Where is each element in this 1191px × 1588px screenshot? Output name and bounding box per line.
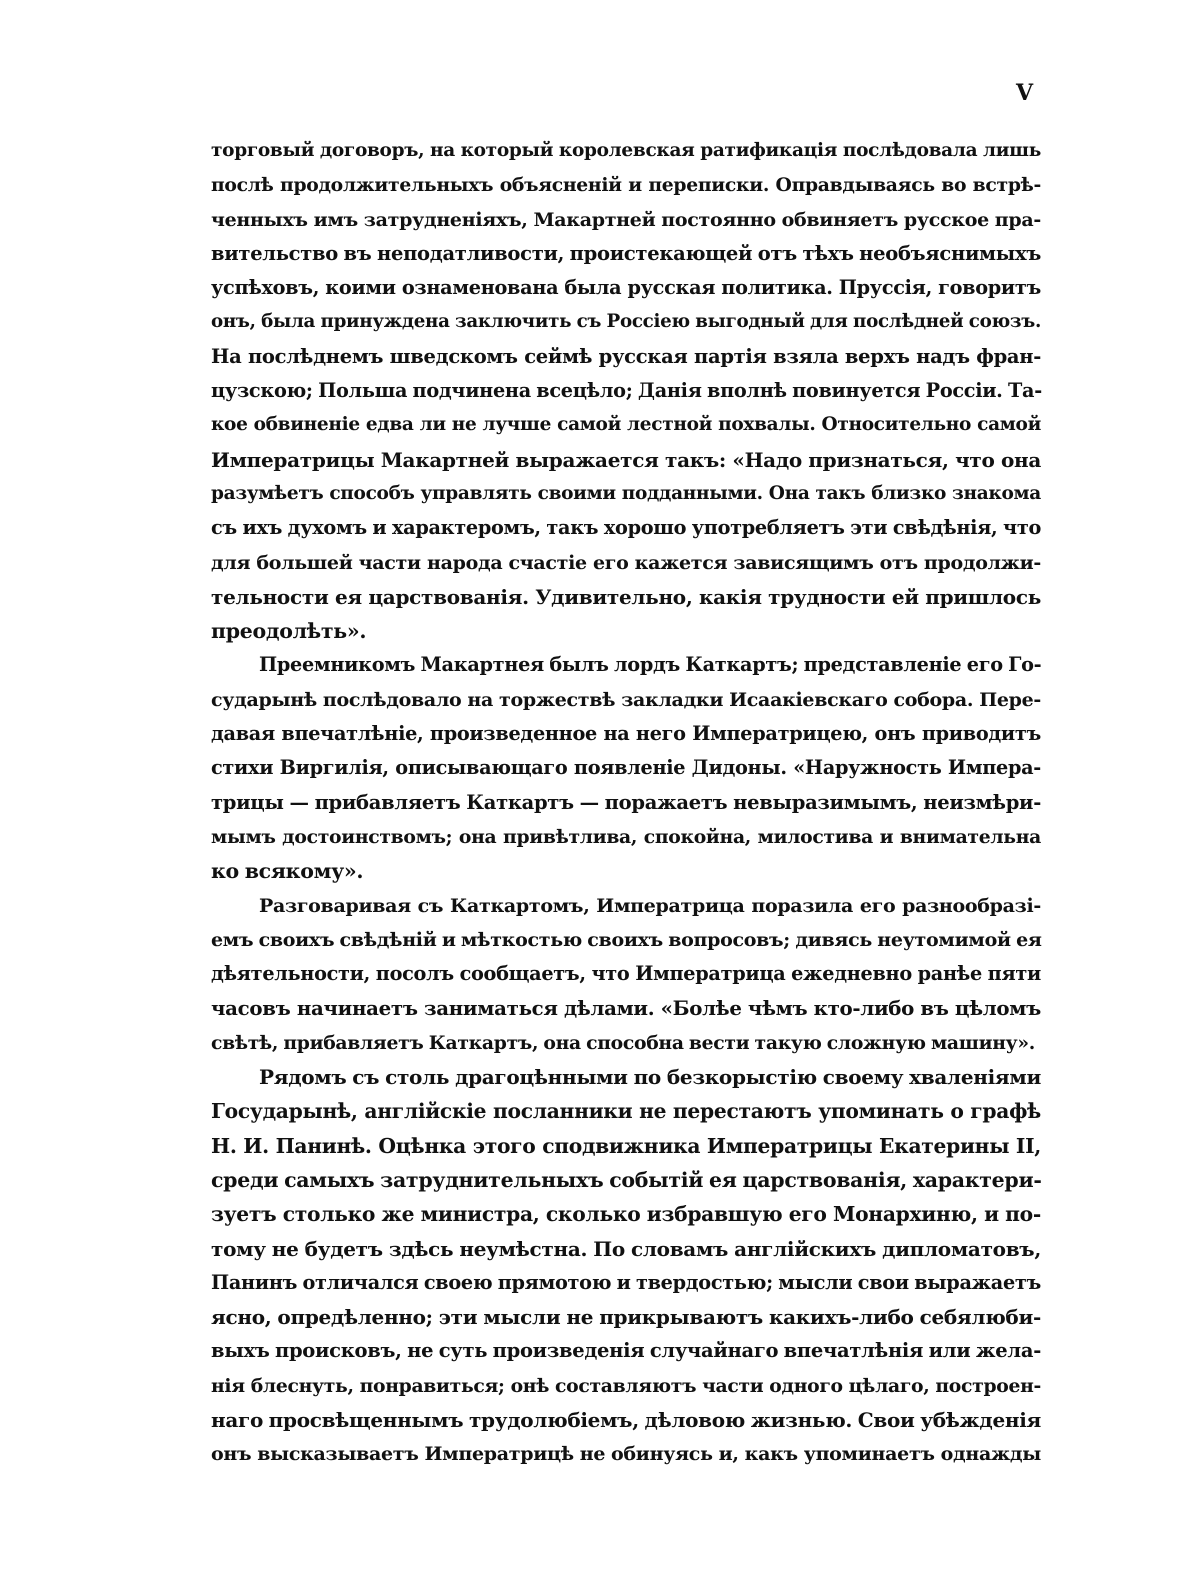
text-line: Рядомъ съ столь драгоцѣнными по безкорыстію своему хваленіями — [259, 1065, 1041, 1090]
text-line: сударынѣ послѣдовало на торжествѣ закладки Исаакіевскаго собора. Пере- — [211, 688, 1041, 711]
text-line: тому не будетъ здѣсь неумѣстна. По словамъ англійскихъ дипломатовъ, — [211, 1236, 1041, 1261]
body-text — [211, 134, 1041, 1472]
text-line: стихи Виргилія, описывающаго появленіе Дидоны. «Наружность Импера- — [211, 756, 1041, 780]
text-line: разумѣетъ способъ управлять своими подданными. Она такъ близко знакома — [211, 482, 1041, 504]
text-line: трицы — прибавляетъ Каткартъ — поражаетъ невыразимымъ, неизмѣри- — [211, 790, 1041, 814]
text-line: тельности ея царствованія. Удивительно, какія трудности ей пришлось — [211, 584, 1041, 609]
text-line: зуетъ столько же министра, сколько избравшую его Монархиню, и по- — [211, 1202, 1041, 1227]
text-line: ясно, опредѣленно; эти мысли не прикрываютъ какихъ-либо себялюби- — [211, 1305, 1041, 1330]
text-line: среди самыхъ затруднительныхъ событій ея царствованія, характери- — [211, 1167, 1042, 1192]
text-line: выхъ происковъ, не суть произведенія случайнаго впечатлѣнія или жела- — [211, 1339, 1041, 1363]
text-line: ко всякому». — [211, 859, 364, 884]
text-line: вительство въ неподатливости, проистекающей отъ тѣхъ необъяснимыхъ — [211, 241, 1041, 265]
text-line: Н. И. Панинѣ. Оцѣнка этого сподвижника Императрицы Екатерины II, — [211, 1133, 1041, 1158]
text-line: дѣятельности, посолъ сообщаетъ, что Императрица ежедневно ранѣе пяти — [211, 962, 1041, 986]
text-line: давая впечатлѣніе, произведенное на него Императрицею, онъ приводитъ — [211, 722, 1041, 746]
text-line: ченныхъ имъ затрудненіяхъ, Макартней постоянно обвиняетъ русское пра- — [211, 208, 1041, 231]
text-line: Императрицы Макартней выражается такъ: «Надо признаться, что она — [211, 447, 1041, 472]
text-line: Государынѣ, англійскіе посланники не перестаютъ упоминать о графѣ — [211, 1099, 1041, 1124]
text-line: для большей части народа счастіе его кажется зависящимъ отъ продолжи- — [211, 551, 1041, 574]
text-line: свѣтѣ, прибавляетъ Каткартъ, она способна вести такую сложную машину». — [211, 1031, 1036, 1054]
text-line: Разговаривая съ Каткартомъ, Императрица поразила его разнообразі- — [259, 894, 1041, 917]
text-line: торговый договоръ, на который королевская ратификація послѣдовала лишь — [211, 140, 1041, 161]
text-line: цузскою; Польша подчинена всецѣло; Данія вполнѣ повинуется Россіи. Та- — [211, 379, 1042, 403]
text-line: преодолѣть». — [211, 619, 367, 644]
page-number: V — [1016, 80, 1034, 106]
text-line: наго просвѣщеннымъ трудолюбіемъ, дѣловою жизнью. Свои убѣжденія — [211, 1407, 1041, 1432]
text-line: съ ихъ духомъ и характеромъ, такъ хорошо употребляетъ эти свѣдѣнія, что — [211, 516, 1041, 540]
text-line: мымъ достоинствомъ; она привѣтлива, спокойна, милостива и внимательна — [211, 825, 1041, 848]
text-line: Панинъ отличался своею прямотою и твердостью; мысли свои выражаетъ — [211, 1270, 1041, 1294]
text-line: часовъ начинаетъ заниматься дѣлами. «Болѣе чѣмъ кто-либо въ цѣломъ — [211, 996, 1041, 1021]
text-line: кое обвиненіе едва ли не лучше самой лестной похвалы. Относительно самой — [211, 414, 1041, 436]
text-line: емъ своихъ свѣдѣній и мѣткостью своихъ вопросовъ; дивясь неутомимой ея — [211, 928, 1042, 951]
text-line: На послѣднемъ шведскомъ сеймѣ русская партія взяла верхъ надъ фран- — [211, 344, 1041, 368]
text-line: послѣ продолжительныхъ объясненій и переписки. Оправдываясь во встрѣ- — [211, 174, 1041, 197]
text-line: онъ высказываетъ Императрицѣ не обинуясь и, какъ упоминаетъ однажды — [211, 1443, 1041, 1466]
text-line: успѣховъ, коими ознаменована была русская политика. Пруссія, говоритъ — [211, 276, 1041, 300]
text-line: онъ, была принуждена заключить съ Россіею выгодный для послѣдней союзъ. — [211, 311, 1041, 333]
text-line: Преемникомъ Макартнея былъ лордъ Каткартъ; представленіе его Го- — [259, 653, 1042, 677]
text-line: нія блеснуть, понравиться; онѣ составляютъ части одного цѣлаго, построен- — [211, 1374, 1041, 1397]
